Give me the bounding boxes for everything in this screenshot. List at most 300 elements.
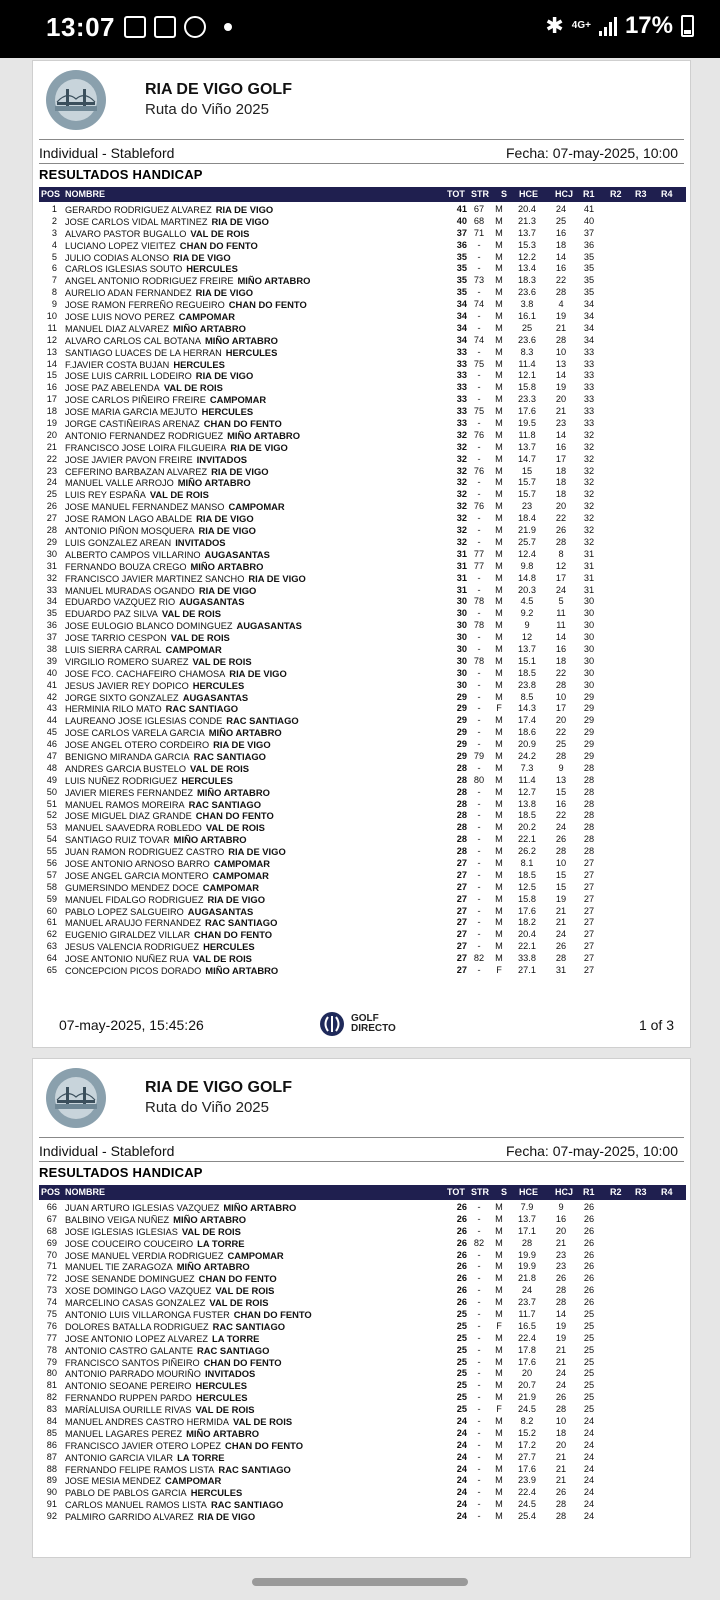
row-str: - [477,536,481,547]
row-tot: 24 [456,1463,467,1474]
row-tot: 27 [456,857,467,868]
row-pos: 50 [46,786,57,797]
row-hcj: 10 [555,346,567,357]
row-hcj: 13 [555,774,567,785]
row-sex: M [495,739,503,750]
row-tot: 25 [456,1332,467,1343]
player-club: MIÑO ARTABRO [172,322,246,334]
row-hcj: 19 [555,1332,567,1343]
row-hcj: 18 [555,477,567,488]
row-str: - [477,715,481,726]
row-tot: 30 [456,667,467,678]
row-tot: 24 [456,1499,467,1510]
row-tot: 28 [456,798,467,809]
row-hce: 20.4 [518,929,536,940]
row-tot: 35 [456,263,467,274]
row-pos: 72 [46,1273,57,1284]
row-pos: 30 [46,548,57,559]
col-hcj: HCJ [555,189,574,199]
player-club: CAMPOMAR [209,394,267,406]
col-hce: HCE [519,189,539,199]
player-name: EDUARDO VAZQUEZ RIO [65,597,176,608]
row-hcj: 4 [558,299,564,310]
table-row [39,454,686,466]
table-row [39,525,686,537]
row-pos: 33 [46,584,57,595]
player-club: RAC SANTIAGO [210,1499,284,1511]
row-sex: F [496,1404,502,1415]
table-row [39,620,686,632]
row-r1: 31 [583,560,595,571]
row-sex: M [495,762,503,773]
row-pos: 5 [51,251,57,262]
row-hcj: 22 [555,810,567,821]
player-name: JOSE MESIA MENDEZ [65,1476,161,1487]
row-r1: 31 [583,584,595,595]
player-name: BENIGNO MIRANDA GARCIA [65,751,190,762]
table-row [39,240,686,252]
player-name: ANTONIO LUIS VILLARONGA FUSTER [65,1310,230,1321]
player-club: MIÑO ARTABRO [208,727,282,739]
row-sex: M [495,1213,503,1224]
row-sex: M [495,311,503,322]
row-str: - [477,1344,481,1355]
player-name: GUMERSINDO MENDEZ DOCE [65,882,199,893]
row-r1: 33 [583,406,595,417]
row-hcj: 16 [555,263,567,274]
row-sex: M [495,572,503,583]
player-name: ANDRES GARCIA BUSTELO [65,763,186,774]
row-hcj: 9 [558,1202,564,1212]
player-name: FRANCISCO SANTOS PIÑEIRO [65,1357,200,1368]
row-str: 80 [473,774,485,785]
player-club: HERCULES [192,679,245,691]
player-club: HERCULES [201,406,254,418]
row-sex: M [495,1249,503,1260]
player-name: FERNANDO RUPPEN PARDO [65,1393,192,1404]
row-hce: 20.4 [518,204,536,214]
row-hce: 19.5 [518,418,536,429]
row-tot: 25 [456,1380,467,1391]
row-sex: M [495,346,503,357]
table-row [39,882,686,894]
table-row [39,1392,686,1404]
row-sex: M [495,584,503,595]
row-tot: 40 [456,215,467,226]
row-tot: 25 [456,1368,467,1379]
row-hce: 16.1 [518,311,536,322]
row-hcj: 8 [558,548,564,559]
row-tot: 33 [456,406,467,417]
row-sex: M [495,1451,503,1462]
player-club: RAC SANTIAGO [218,1463,291,1475]
player-name: CARLOS MANUEL RAMOS LISTA [65,1500,207,1511]
player-club: RAC SANTIAGO [212,1320,286,1332]
row-str: - [477,893,481,904]
row-hcj: 14 [555,429,567,440]
row-hce: 14.7 [518,453,536,464]
row-hcj: 15 [555,869,567,880]
row-tot: 24 [456,1416,467,1427]
status-bar [0,0,720,58]
row-sex: M [495,655,503,666]
player-club: MIÑO ARTABRO [173,1213,247,1225]
row-hcj: 9 [558,762,564,773]
player-name: FRANCISCO JAVIER OTERO LOPEZ [65,1440,222,1451]
footer-brand-line2: DIRECTO [351,1023,396,1034]
table-row [39,787,686,799]
row-tot: 35 [456,287,467,298]
player-name: JUAN ARTURO IGLESIAS VAZQUEZ [65,1203,220,1213]
row-hcj: 16 [555,227,567,238]
row-pos: 12 [46,334,57,345]
player-name: JOSE CARLOS PIÑEIRO FREIRE [65,395,206,406]
row-sex: M [495,525,503,536]
row-str: - [477,572,481,583]
row-pos: 45 [46,727,57,738]
table-row [39,858,686,870]
row-tot: 33 [456,382,467,393]
sync-icon [184,16,206,38]
player-name: JOSE RAMON FERREÑO REGUEIRO [65,300,225,311]
player-club: RIA DE VIGO [215,204,274,215]
table-row [39,1261,686,1273]
row-hce: 17.2 [518,1439,536,1450]
row-str: - [477,239,481,250]
report-footer [33,1007,690,1043]
row-hce: 13.7 [518,643,536,654]
player-club: CHAN DO FENTO [203,418,282,430]
row-r1: 24 [583,1499,595,1510]
player-club: CAMPOMAR [178,311,236,323]
row-str: - [477,905,481,916]
row-sex: M [495,1344,503,1355]
player-name: JOSE ANGEL GARCIA MONTERO [65,870,209,881]
player-club: CHAN DO FENTO [203,1356,282,1368]
row-tot: 33 [456,358,467,369]
player-name: JOSE CARLOS VARELA GARCIA [65,728,205,739]
row-sex: M [495,204,503,214]
table-row [39,1511,686,1523]
player-name: FRANCISCO JAVIER MARTINEZ SANCHO [65,573,245,584]
row-hcj: 28 [555,953,567,964]
row-r1: 31 [583,572,595,583]
row-tot: 32 [456,501,467,512]
row-hce: 9.2 [520,608,534,619]
player-club: MIÑO ARTABRO [196,786,270,798]
report-header [33,1059,690,1139]
row-str: - [477,1297,481,1308]
player-club: RAC SANTIAGO [204,917,278,929]
row-r1: 28 [583,810,595,821]
row-hcj: 28 [555,1499,567,1510]
row-str: - [477,929,481,940]
row-str: - [477,1332,481,1343]
navigation-bar [0,1562,720,1600]
player-name: JOSE COUCEIRO COUCEIRO [65,1238,194,1249]
row-hce: 22.1 [518,941,536,952]
row-r1: 33 [583,382,595,393]
row-tot: 32 [456,536,467,547]
player-name: ANTONIO FERNANDEZ RODRIGUEZ [65,430,224,441]
row-r1: 24 [583,1439,595,1450]
row-r1: 35 [583,275,595,286]
player-club: CAMPOMAR [213,857,271,869]
row-str: - [477,762,481,773]
row-hce: 7.9 [520,1202,534,1212]
row-tot: 28 [456,786,467,797]
player-club: MIÑO ARTABRO [227,429,300,441]
table-row [39,870,686,882]
table-row [39,216,686,228]
row-tot: 27 [456,881,467,892]
notification-icons [124,16,232,38]
row-hce: 4.5 [520,596,534,607]
row-hcj: 28 [555,1404,567,1415]
row-r1: 24 [583,1427,595,1438]
row-hcj: 24 [555,1380,567,1391]
row-r1: 28 [583,834,595,845]
row-r1: 29 [583,727,595,738]
player-name: MANUEL ANDRES CASTRO HERMIDA [65,1417,230,1428]
player-club: INVITADOS [175,536,226,548]
row-r1: 25 [583,1356,595,1367]
row-hcj: 24 [555,822,567,833]
row-tot: 30 [456,679,467,690]
row-hcj: 18 [555,465,567,476]
row-str: - [477,1368,481,1379]
row-tot: 25 [456,1392,467,1403]
row-hcj: 13 [555,358,567,369]
row-r1: 30 [583,667,595,678]
row-tot: 35 [456,275,467,286]
table-row [39,644,686,656]
row-hce: 20.3 [518,584,536,595]
table-row [39,382,686,394]
row-str: - [477,727,481,738]
row-r1: 30 [583,608,595,619]
table-row [39,204,686,216]
row-pos: 80 [46,1368,57,1379]
row-str: - [477,1451,481,1462]
player-club: AUGASANTAS [182,691,249,703]
row-hcj: 11 [556,620,566,631]
table-row [39,929,686,941]
table-row [39,1297,686,1309]
row-tot: 26 [456,1237,467,1248]
row-r1: 26 [583,1261,595,1272]
player-club: AUGASANTAS [187,905,254,917]
player-name: JOSE PAZ ABELENDA [65,383,160,394]
row-str: - [477,941,481,952]
player-name: MANUEL VALLE ARROJO [65,478,174,489]
report-page-1 [32,60,691,1048]
row-hcj: 23 [555,418,567,429]
row-sex: M [495,917,503,928]
row-tot: 28 [456,822,467,833]
row-r1: 32 [583,477,595,488]
table-row [39,335,686,347]
row-sex: M [495,322,503,333]
status-time: 13:07 [46,12,115,42]
row-str: - [477,834,481,845]
row-str: - [477,525,481,536]
player-name: GERARDO RODRIGUEZ ALVAREZ [65,205,212,215]
player-name: JOSE LUIS CARRIL LODEIRO [65,371,192,382]
row-pos: 44 [46,715,57,726]
row-hce: 11.8 [518,429,536,440]
table-row [39,585,686,597]
player-club: HERCULES [195,1392,248,1404]
footer-brand-line1: GOLF [351,1013,379,1024]
row-tot: 28 [456,762,467,773]
table-row [39,477,686,489]
row-pos: 60 [46,905,57,916]
row-pos: 25 [46,489,57,500]
row-name [65,965,278,978]
player-club: RIA DE VIGO [248,572,306,584]
row-hce: 11.7 [518,1309,536,1320]
row-hcj: 18 [555,1427,567,1438]
row-r1: 33 [583,394,595,405]
row-hce: 24.2 [518,750,536,761]
row-tot: 29 [456,750,467,761]
table-row [39,1333,686,1345]
row-name [65,1511,255,1524]
row-r1: 32 [583,513,595,524]
row-tot: 25 [456,1356,467,1367]
player-name: JOSE ANTONIO NUÑEZ RUA [65,954,189,965]
player-club: RIA DE VIGO [195,287,254,299]
row-hce: 21.3 [518,215,536,226]
row-hcj: 16 [555,441,567,452]
row-str: - [477,917,481,928]
row-hce: 18.5 [518,869,536,880]
row-hcj: 31 [555,965,567,975]
row-hce: 12.2 [518,251,536,262]
row-hce: 15.2 [518,1427,536,1438]
row-str: 82 [473,953,485,964]
table-row [39,1499,686,1511]
row-r1: 25 [583,1392,595,1403]
table-row [39,965,686,977]
table-row [39,727,686,739]
row-pos: 84 [46,1416,57,1427]
row-tot: 30 [456,608,467,619]
row-r1: 25 [583,1368,595,1379]
table-row [39,656,686,668]
player-name: EUGENIO GIRALDEZ VILLAR [65,930,191,941]
row-hce: 12.7 [518,786,536,797]
table-row [39,775,686,787]
row-tot: 32 [456,465,467,476]
divider [39,163,684,164]
results-table [39,1202,686,1523]
player-name: ANGEL ANTONIO RODRIGUEZ FREIRE [65,276,234,287]
row-tot: 32 [456,429,467,440]
competition-mode: Individual - Stableford [39,1143,175,1159]
row-hcj: 19 [555,893,567,904]
row-sex: M [495,501,503,512]
row-str: 78 [473,620,485,631]
table-row [39,370,686,382]
player-club: VAL DE ROIS [195,1404,255,1416]
row-str: - [477,584,481,595]
player-club: RAC SANTIAGO [196,1344,270,1356]
row-tot: 27 [456,917,467,928]
row-str: - [477,418,481,429]
player-club: VAL DE ROIS [215,1285,275,1297]
row-pos: 74 [46,1297,57,1308]
table-row [39,501,686,513]
row-hce: 8.3 [520,346,534,357]
row-str: - [477,1475,481,1486]
table-row [39,418,686,430]
player-name: BALBINO VEIGA NUÑEZ [65,1214,170,1225]
row-str: - [477,1380,481,1391]
player-club: CAMPOMAR [228,501,285,513]
table-row [39,263,686,275]
row-hcj: 28 [555,1511,567,1522]
row-r1: 34 [583,311,595,322]
player-name: PALMIRO GARRIDO ALVAREZ [65,1512,194,1523]
player-club: RIA DE VIGO [211,215,269,227]
row-hce: 25 [521,322,533,333]
row-str: - [477,1309,481,1320]
row-tot: 30 [456,596,467,607]
row-sex: M [495,1273,503,1284]
row-r1: 32 [583,453,595,464]
row-hce: 14.3 [518,703,536,714]
row-sex: M [495,727,503,738]
player-club: RIA DE VIGO [173,251,231,263]
row-tot: 33 [456,346,467,357]
row-sex: M [495,1475,503,1486]
row-r1: 24 [583,1463,595,1474]
row-tot: 31 [456,572,467,583]
row-str: - [477,1213,481,1224]
row-hcj: 28 [555,750,567,761]
table-row [39,668,686,680]
player-club: INVITADOS [204,1368,256,1380]
col-r2: R2 [610,189,622,199]
row-tot: 24 [456,1511,467,1522]
home-gesture-handle[interactable] [252,1578,468,1586]
row-hce: 22.1 [518,834,536,845]
table-row [39,1202,686,1214]
player-club: RIA DE VIGO [196,513,254,525]
player-name: JORGE SIXTO GONZALEZ [65,692,179,703]
row-pos: 52 [46,810,57,821]
row-pos: 54 [46,834,57,845]
row-pos: 42 [46,691,57,702]
player-name: SANTIAGO RUIZ TOVAR [65,835,170,846]
table-row [39,561,686,573]
row-str: - [477,810,481,821]
row-hcj: 16 [555,798,567,809]
data-saver-icon [124,16,146,38]
row-hcj: 11 [556,608,566,619]
row-hce: 23.9 [518,1475,536,1486]
battery-percent: 17% [624,12,673,39]
row-sex: M [495,691,503,702]
table-row [39,466,686,478]
player-name: MARÍALUISA OURILLE RIVAS [65,1405,192,1416]
row-hcj: 12 [555,560,567,571]
row-hcj: 21 [555,905,567,916]
player-club: RIA DE VIGO [207,893,265,905]
row-sex: M [495,774,503,785]
